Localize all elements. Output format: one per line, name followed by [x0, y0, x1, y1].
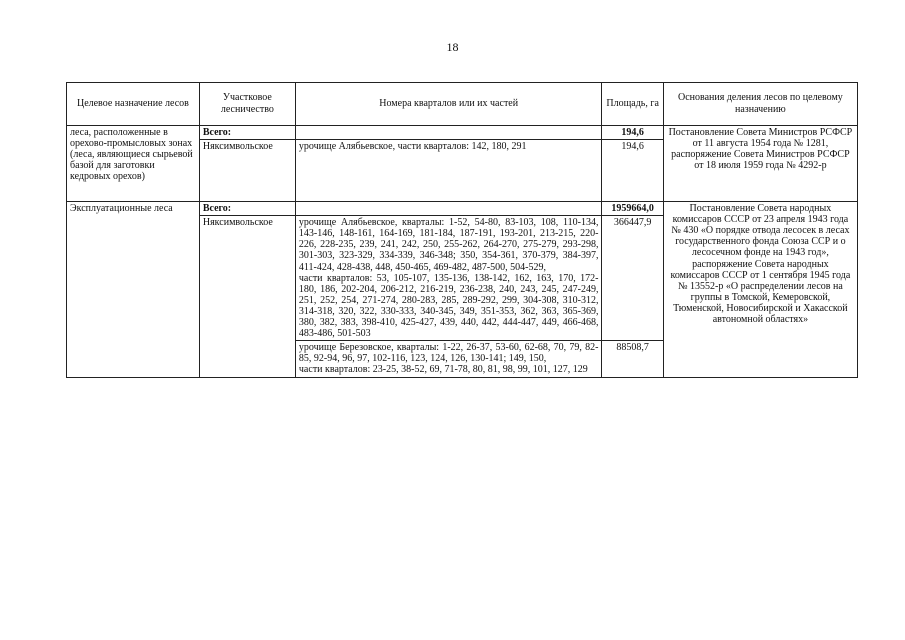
- section1-basis: Постановление Совета Министров РСФСР от 11 августа 1954 года № 1281, распоряжение Совета Министров РСФСР от 18 июля 1959 года № 4292-р: [663, 126, 857, 202]
- section2-purpose: Эксплуатационные леса: [67, 202, 200, 377]
- section1-total-area: 194,6: [602, 126, 663, 140]
- forest-purpose-table: [66, 82, 858, 378]
- quarters-parts: части кварталов: 53, 105-107, 135-136, 138-142, 162, 163, 170, 172-180, 186, 202-204, 206-212, 216-219, 236-238, 240, 243, 245, 247-249, 251, 252, 254, 271-274, 280-283, 285, 289-292, 299, 304-308, 310-312, 314-318, 320, 322, 330-333, 340-345, 349, 351-353, 362, 363, 365-369, 380, 382, 383, 398-410, 425-427, 439, 440, 442, 444-447, 449, 466-468, 483-486, 501-503: [298, 272, 599, 340]
- section1-total-quarters-empty: [295, 126, 602, 140]
- section2-quarters-berezovskoe: [295, 341, 602, 377]
- section2-total-area: 1959664,0: [602, 202, 663, 216]
- section1-total-label: Всего:: [199, 126, 295, 140]
- section2-area-berezovskoe: 88508,7: [602, 341, 663, 377]
- quarters-main: урочище Березовское, кварталы: 1-22, 26-37, 53-60, 62-68, 70, 79, 82-85, 92-94, 96, 97, 102-116, 123, 124, 126, 130-141; 149, 150,: [298, 342, 599, 365]
- section2-total-row: [67, 202, 858, 216]
- header-quarters: Номера кварталов или их частей: [295, 83, 602, 126]
- section2-area-alyabyevskoe: 366447,9: [602, 216, 663, 341]
- section1-area: 194,6: [602, 140, 663, 202]
- section2-district: Няксимвольское: [199, 216, 295, 377]
- header-district: Участковое лесничество: [199, 83, 295, 126]
- section1-district: Няксимвольское: [199, 140, 295, 202]
- section2-basis: Постановление Совета народных комиссаров СССР от 23 апреля 1943 года № 430 «О порядке отвода лесосек в лесах государственного фонда Союза ССР и о лесосечном фонде на 1943 год», распоряжение Совета народных комиссаров СССР от 1 сентября 1945 года № 13552-р «О распределении лесов на группы в Томской, Кемеровской, Тюменской, Новосибирской и Хакасской автономной областях»: [663, 202, 857, 377]
- section1-quarters: урочище Алябьевское, части кварталов: 142, 180, 291: [295, 140, 602, 202]
- header-purpose: Целевое назначение лесов: [67, 83, 200, 126]
- section2-total-label: Всего:: [199, 202, 295, 216]
- page-number: 18: [446, 40, 459, 54]
- section1-purpose: леса, расположенные в орехово-промысловых зонах (леса, являющиеся сырьевой базой для заготовки кедровых орехов): [67, 126, 200, 202]
- header-basis: Основания деления лесов по целевому назначению: [663, 83, 857, 126]
- section2-quarters-alyabyevskoe: [295, 216, 602, 341]
- section1-total-row: [67, 126, 858, 140]
- table-header-row: [67, 83, 858, 126]
- section2-total-quarters-empty: [295, 202, 602, 216]
- quarters-main: урочище Алябьевское, кварталы: 1-52, 54-80, 83-103, 108, 110-134, 143-146, 148-161, 164-169, 181-184, 187-191, 193-201, 213-215, 220-226, 228-235, 239, 241, 242, 250, 255-262, 264-270, 275-279, 293-298, 301-303, 323-329, 334-339, 346-348; 350, 354-361, 370-379, 384-397, 411-424, 428-438, 448, 450-465, 469-482, 487-500, 504-529,: [298, 217, 599, 273]
- quarters-parts: части кварталов: 23-25, 38-52, 69, 71-78, 80, 81, 98, 99, 101, 127, 129: [298, 364, 588, 376]
- header-area: Площадь, га: [602, 83, 663, 126]
